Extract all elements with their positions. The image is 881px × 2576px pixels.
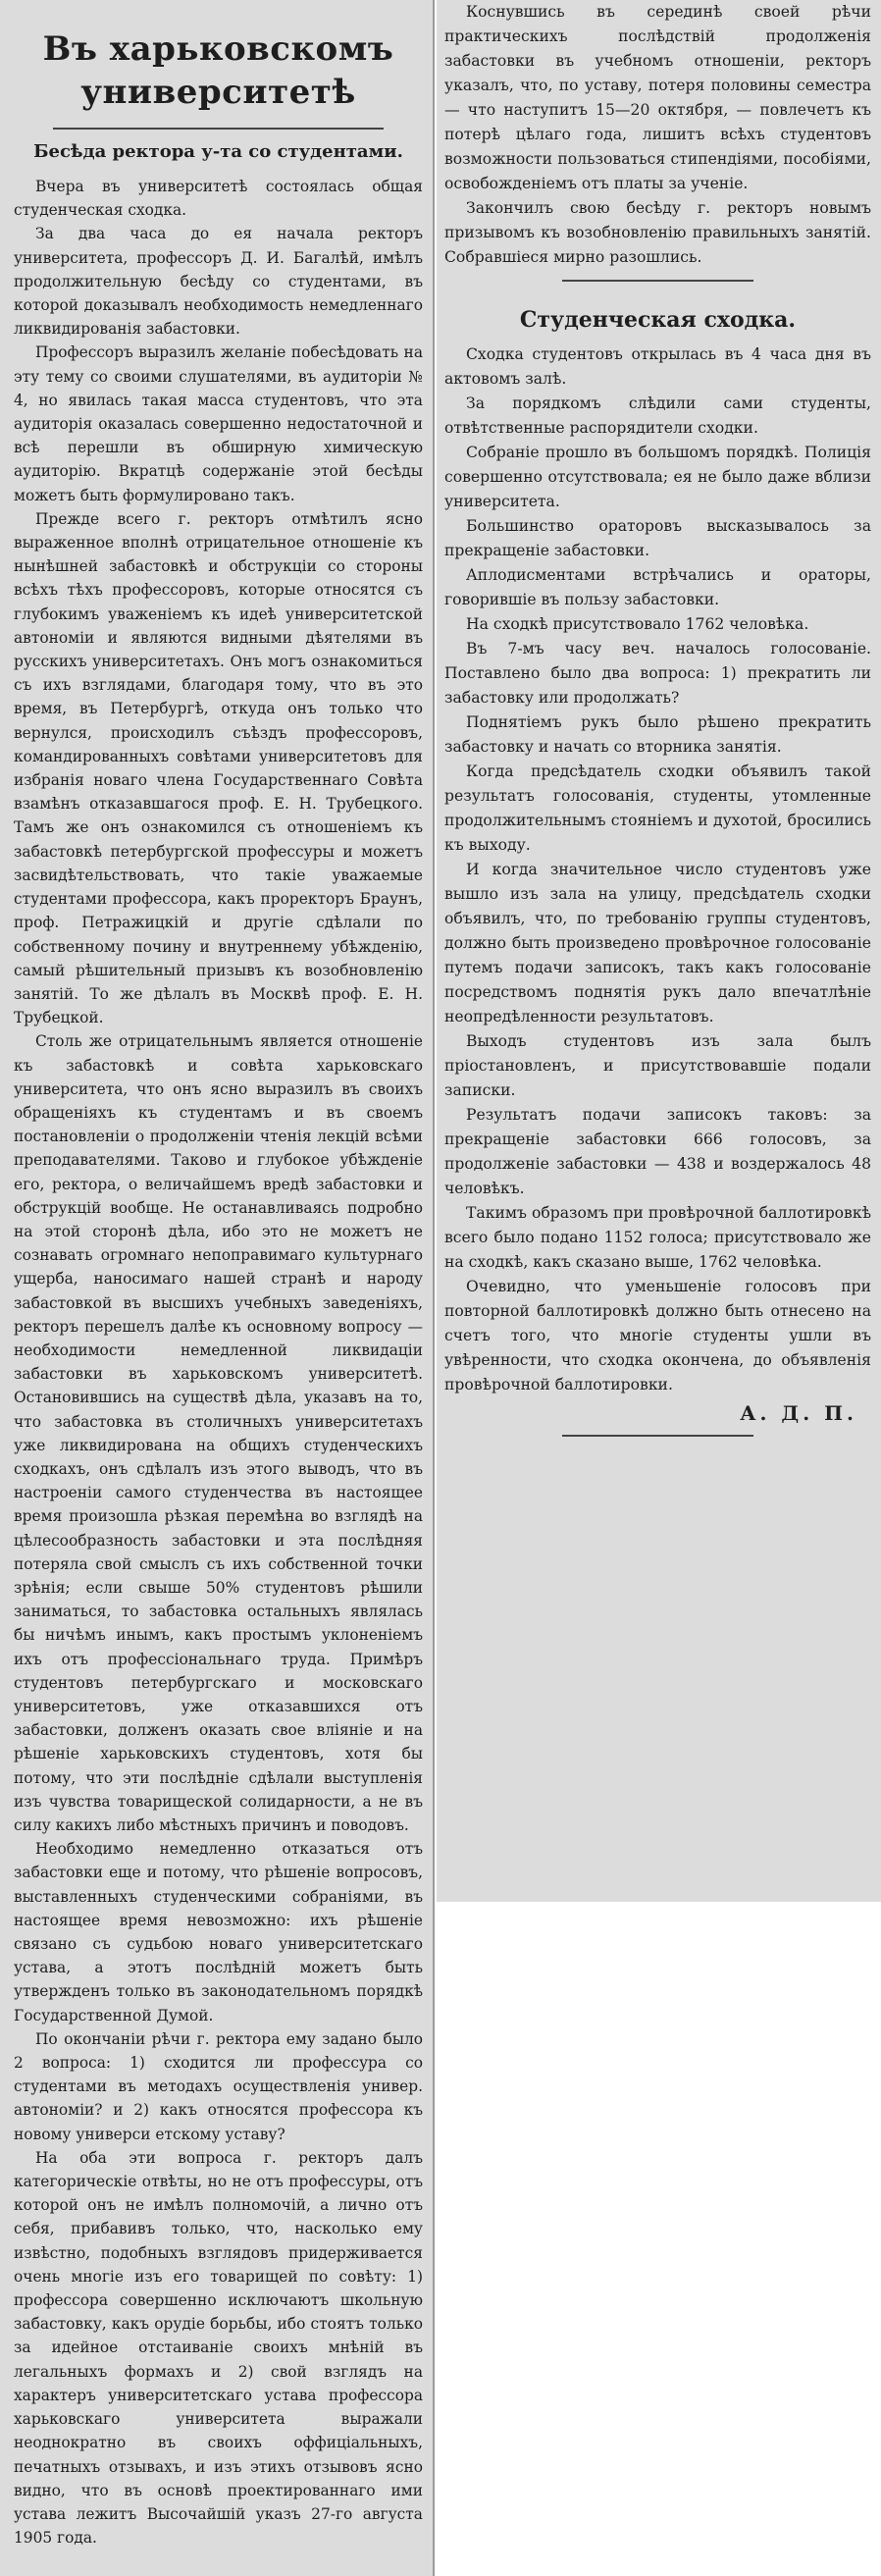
article1-paragraph-4: Прежде всего г. ректоръ отмѣтилъ ясно выраженное вполнѣ отрицательное отношеніе къ нынѣшней забастовкѣ и обструкціи со стороны всѣхъ тѣхъ профессоровъ, которые относятся съ глубокимъ уваженіемъ къ идеѣ университетской автономіи и являются видными дѣятелями въ русскихъ университетахъ. Онъ могъ ознакомиться съ ихъ взглядами, благодаря тому, что въ это время, въ Петербургѣ, откуда онъ только что вернулся, происходилъ съѣздъ профессоровъ, командированныхъ совѣтами университетовъ для избранія новаго члена Государственнаго Совѣта взамѣнъ отказавшагося проф. Е. Н. Трубецкого. Тамъ же онъ ознакомился съ отношеніемъ къ забастовкѣ петербургской профессуры и можетъ засвидѣтельствовать, что такіе уважаемые студентами профессора, какъ проректоръ Браунъ, проф. Петражицкій и другіе сдѣлали по собственному почину и внутреннему убѣжденію, самый рѣшительный призывъ къ возобновленію занятій. То же дѣлалъ въ Москвѣ проф. Е. Н. Трубецкой. xyxy=(14,509,423,1027)
headline-rule xyxy=(53,128,384,130)
article2-paragraph-9: Когда предсѣдатель сходки объявилъ такой результатъ голосованія, студенты, утомленные продолжительнымъ стояніемъ и духотой, бросились къ выходу. xyxy=(444,762,871,854)
article1-paragraph-9: Коснувшись въ серединѣ своей рѣчи практическихъ послѣдствій продолженія забастовки въ учебномъ отношеніи, ректоръ указалъ, что, по уставу, потеря половины семестра — что наступитъ 15—20 октября, — повлечетъ къ потерѣ цѣлаго года, лишитъ всѣхъ студентовъ возможности пользоваться стипендіями, пособіями, освобожденіемъ отъ платы за ученіе. xyxy=(444,3,871,192)
article2-paragraph-2: За порядкомъ слѣдили сами студенты, отвѣтственные распорядители сходки. xyxy=(444,394,871,437)
article-subtitle: Бесѣда ректора у-та со студентами. xyxy=(33,141,403,162)
article2-paragraph-11: Выходъ студентовъ изъ зала былъ пріостановленъ, и присутствовавшіе подали записки. xyxy=(444,1032,871,1099)
article2-paragraph-5: Аплодисментами встрѣчались и ораторы, говорившіе въ пользу забастовки. xyxy=(444,566,871,608)
article1-paragraph-5: Столь же отрицательнымъ является отношеніе къ забастовкѣ и совѣта харьковскаго университета, что онъ ясно выразилъ въ своихъ обращеніяхъ къ студентамъ и въ своемъ постановленіи о продолженіи чтенія лекцій всѣми преподавателями. Таково и глубокое убѣжденіе его, ректора, о величайшемъ вредѣ забастовки и обструкцій вообще. Не останавливаясь подробно на этой сторонѣ дѣла, ибо это не можетъ не сознавать огромнаго непоправимаго культурнаго ущерба, наносимаго нашей странѣ и народу забастовкой въ высшихъ учебныхъ заведеніяхъ, ректоръ перешелъ далѣе къ основному вопросу — необходимости немедленной ликвидаціи забастовки въ харьковскомъ университетѣ. Остановившись на существѣ дѣла, указавъ на то, что забастовка въ столичныхъ университетахъ уже ликвидирована на общихъ студенческихъ сходкахъ, онъ сдѣлалъ изъ этого выводъ, что въ настроеніи самого студенчества въ настоящее время произошла рѣзкая перемѣна во взглядѣ на цѣлесообразность забастовки и эта послѣдняя потеряла свой смыслъ съ ихъ собственной точки зрѣнія; если свыше 50% студентовъ рѣшили заниматься, то забастовка остальныхъ являлась бы ничѣмъ инымъ, какъ простымъ уклоненіемъ ихъ отъ профессіональнаго труда. Примѣръ студентовъ петербургскаго и московскаго университетовъ, уже отказавшихся отъ забастовки, долженъ оказать свое вліяніе и на рѣшеніе харьковскихъ студентовъ, хотя бы потому, что эти послѣдніе сдѣлали выступленія изъ чувства товарищеской солидарности, а не въ силу какихъ либо мѣстныхъ причинъ и поводовъ. xyxy=(14,1032,423,1835)
end-rule xyxy=(562,1435,753,1437)
section-rule xyxy=(562,280,753,282)
article1-paragraph-3: Профессоръ выразилъ желаніе побесѣдовать на эту тему со своими слушателями, въ аудиторіи № 4, но явилась такая масса студентовъ, что эта аудиторія оказалась совершенно недостаточной и всѣ перешли въ обширную химическую аудиторію. Вкратцѣ содержаніе этой бесѣды можетъ быть формулировано такъ. xyxy=(14,343,423,504)
left-column xyxy=(0,0,435,2576)
article1-paragraph-8: На оба эти вопроса г. ректоръ далъ категорическіе отвѣты, но не отъ профессуры, отъ которой онъ не имѣлъ полномочій, а лично отъ себя, прибавивъ только, что, насколько ему извѣстно, подобныхъ взглядовъ придерживается очень многіе изъ его товарищей по совѣту: 1) профессора совершенно исключаютъ школьную забастовку, какъ орудіе борьбы, ибо стоятъ только за идейное отстаиваніе своихъ мнѣній въ легальныхъ формахъ и 2) свой взглядъ на характеръ университетскаго устава профессора харьковскаго университета выражали неоднократно въ своихъ оффиціальныхъ, печатныхъ отзывахъ, и изъ этихъ отзывовъ ясно видно, что въ основѣ проектированнаго ими устава лежитъ Высочайшій указъ 27-го августа 1905 года. xyxy=(14,2148,423,2548)
article2-paragraph-12: Результатъ подачи записокъ таковъ: за прекращеніе забастовки 666 голосовъ, за продолженіе забастовки — 438 и воздержалось 48 человѣкъ. xyxy=(444,1106,871,1197)
article2-title: Студенческая сходка. xyxy=(519,307,797,333)
article2-paragraph-14: Очевидно, что уменьшеніе голосовъ при повторной баллотировкѣ должно быть отнесено на счетъ того, что многіе студенты ушли въ увѣренности, что сходка окончена, до объявленія провѣрочной баллотировки. xyxy=(444,1278,871,1393)
author-signature: А. Д. П. xyxy=(740,1401,857,1425)
article2-paragraph-4: Большинство ораторовъ высказывалось за прекращеніе забастовки. xyxy=(444,517,871,559)
article2-paragraph-10: И когда значительное число студентовъ уже вышло изъ зала на улицу, предсѣдатель сходки объявилъ, что, по требованію группы студентовъ, должно быть произведено провѣрочное голосованіе путемъ подачи записокъ, такъ какъ голосованіе посредствомъ поднятія рукъ дало впечатлѣніе неопредѣленности результатовъ. xyxy=(444,861,871,1025)
article2-paragraph-8: Поднятіемъ рукъ было рѣшено прекратить забастовку и начать со вторника занятія. xyxy=(444,713,871,756)
article1-paragraph-10: Закончилъ свою бесѣду г. ректоръ новымъ призывомъ къ возобновленію правильныхъ занятій. Собравшіеся мирно разошлись. xyxy=(444,199,871,266)
article1-paragraph-1: Вчера въ университетѣ состоялась общая студенческая сходка. xyxy=(14,178,423,220)
article1-paragraph-7: По окончаніи рѣчи г. ректора ему задано было 2 вопроса: 1) сходится ли профессура со студентами въ методахъ осуществленія универ. автономіи? и 2) какъ относятся профессора къ новому универси етскому уставу? xyxy=(14,2029,423,2143)
article2-paragraph-13: Такимъ образомъ при провѣрочной баллотировкѣ всего было подано 1152 голоса; присутствовало же на сходкѣ, какъ сказано выше, 1762 человѣка. xyxy=(444,1204,871,1271)
article2-paragraph-3: Собраніе прошло въ большомъ порядкѣ. Полиція совершенно отсутствовала; ея не было даже вблизи университета. xyxy=(444,444,871,510)
right-column xyxy=(437,0,881,1902)
article-headline: Въ харьковскомъ университетѣ xyxy=(42,29,394,112)
article2-paragraph-7: Въ 7-мъ часу веч. началось голосованіе. Поставлено было два вопроса: 1) прекратить ли забастовку или продолжать? xyxy=(444,640,871,707)
article1-paragraph-6: Необходимо немедленно отказаться отъ забастовки еще и потому, что рѣшеніе вопросовъ, выставленныхъ студенческими собраніями, въ настоящее время невозможно: ихъ рѣшеніе связано съ судьбою новаго университетскаго устава, а этотъ послѣдній можетъ быть утвержденъ только въ законодательномъ порядкѣ Государственной Думой. xyxy=(14,1840,423,2024)
article1-paragraph-2: За два часа до ея начала ректоръ университета, профессоръ Д. И. Багалѣй, имѣлъ продолжительную бесѣду со студентами, въ которой доказывалъ необходимость немедленнаго ликвидированія забастовки. xyxy=(14,225,423,339)
article2-paragraph-6: На сходкѣ присутствовало 1762 человѣка. xyxy=(466,615,809,633)
article2-paragraph-1: Сходка студентовъ открылась въ 4 часа дня въ актовомъ залѣ. xyxy=(444,345,871,388)
